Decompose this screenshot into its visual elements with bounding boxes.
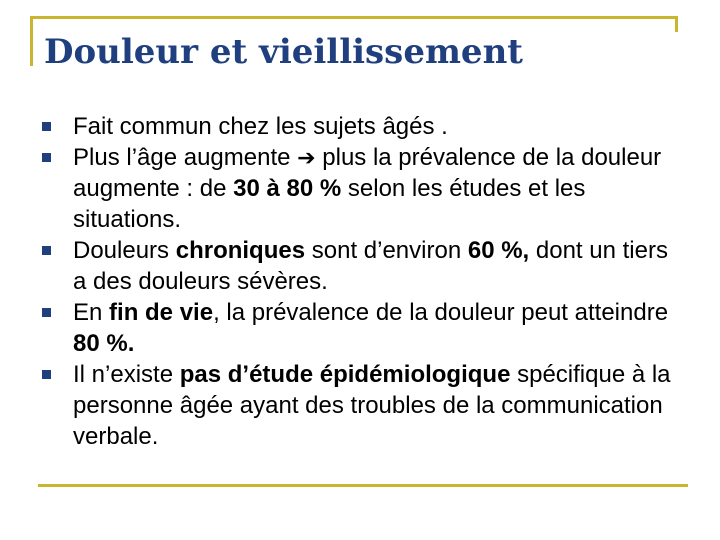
bullet-item xyxy=(42,359,682,452)
bullet-emphasis-text: 60 %, xyxy=(467,237,530,264)
bullet-text: En xyxy=(73,299,110,326)
bullet-text: Plus l’âge augmente xyxy=(73,144,298,171)
bullet-emphasis-text: fin de vie xyxy=(109,299,214,326)
frame-left-line xyxy=(30,16,33,66)
bullet-item xyxy=(42,235,682,297)
slide-title: Douleur et vieillissement xyxy=(44,32,523,72)
bullet-text: dont un tiers a des douleurs sévères. xyxy=(73,237,668,295)
bullet-text: plus la prévalence de la douleur augmente : de xyxy=(73,144,662,202)
bullet-item xyxy=(42,297,682,359)
bullet-emphasis-text: pas d’étude épidémiologique xyxy=(179,361,511,388)
frame-right-line xyxy=(675,16,678,32)
bullet-list xyxy=(42,111,682,452)
bullet-text: , la prévalence de la douleur peut atteindre xyxy=(213,299,669,326)
bullet-text: selon les études et les situations. xyxy=(73,175,586,233)
bullet-text: sont d’environ xyxy=(305,237,468,264)
bullet-emphasis-text: 30 à 80 % xyxy=(233,175,342,202)
square-bullet-icon xyxy=(42,153,51,162)
bullet-text: Fait commun chez les sujets âgés . xyxy=(73,113,448,140)
right-arrow-icon: ➔ xyxy=(297,145,316,170)
square-bullet-icon xyxy=(42,370,51,379)
square-bullet-icon xyxy=(42,122,51,131)
bullet-text: spécifique à la personne âgée ayant des troubles de la communication verbale. xyxy=(73,361,671,450)
bullet-item xyxy=(42,111,682,142)
frame-top-line xyxy=(30,16,678,19)
bullet-emphasis-text: 80 %. xyxy=(73,330,135,357)
square-bullet-icon xyxy=(42,308,51,317)
bullet-text: Il n’existe xyxy=(73,361,180,388)
bullet-text: Douleurs xyxy=(73,237,176,264)
frame-bottom-line xyxy=(38,484,688,487)
bullet-emphasis-text: chroniques xyxy=(175,237,306,264)
bullet-item xyxy=(42,142,682,235)
square-bullet-icon xyxy=(42,246,51,255)
